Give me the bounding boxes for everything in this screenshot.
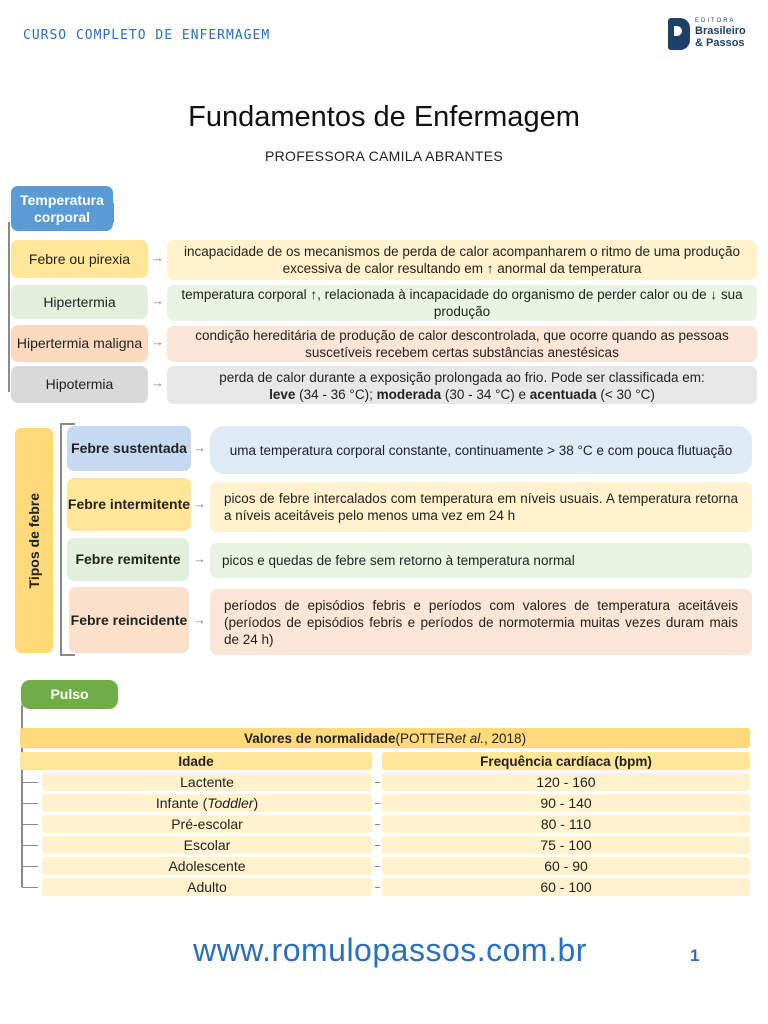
logo-label-small: EDITORA	[695, 18, 736, 24]
desc-hipotermia: perda de calor durante a exposição prolongada ao frio. Pode ser classificada em: leve (34 - 36 °C); moderada (30 - 34 °C) e acentuada (< 30 °C)	[167, 366, 757, 404]
tree-line	[22, 887, 38, 888]
table-cell-age: Adulto	[42, 878, 372, 896]
desc-febre-remitente: picos e quedas de febre sem retorno à temperatura normal	[210, 543, 752, 578]
term-febre-sustentada: Febre sustentada	[67, 426, 191, 471]
table-cell-age: Lactente	[42, 773, 372, 791]
dash	[375, 782, 380, 783]
arrow-icon: →	[151, 250, 164, 265]
term-febre-intermitente: Febre intermitente	[67, 478, 191, 531]
term-febre-reincidente: Febre reincidente	[69, 587, 189, 653]
publisher-logo	[668, 18, 748, 54]
page-title: Fundamentos de Enfermagem	[188, 101, 580, 133]
course-header: CURSO COMPLETO DE ENFERMAGEM	[23, 28, 271, 43]
table-cell-hr: 60 - 100	[382, 878, 750, 896]
dash	[375, 866, 380, 867]
tree-line	[22, 782, 38, 783]
table-title: Valores de normalidade (POTTER et al. , 2018)	[20, 728, 750, 748]
term-hipertermia-maligna: Hipertermia maligna	[11, 325, 148, 362]
arrow-icon: →	[193, 440, 206, 455]
desc-febre-intermitente: picos de febre intercalados com temperatura em níveis usuais. A temperatura retorna a níveis aceitáveis pelo menos uma vez em 24 h	[210, 482, 752, 532]
table-cell-age: Adolescente	[42, 857, 372, 875]
pulse-table-body	[20, 773, 750, 898]
tipos-heading: Tipos de febre	[15, 428, 53, 653]
arrow-icon: →	[193, 551, 206, 566]
column-header-age: Idade	[20, 752, 372, 770]
desc-febre-reincidente: períodos de episódios febris e períodos com valores de temperatura aceitáveis (períodos de episódios febris e períodos de normotermia muitas vezes duram mais de 24 h)	[210, 589, 752, 655]
table-cell-hr: 120 - 160	[382, 773, 750, 791]
table-cell-hr: 80 - 110	[382, 815, 750, 833]
table-cell-age: Infante ( Toddler )	[42, 794, 372, 812]
page-subtitle: PROFESSORA CAMILA ABRANTES	[264, 148, 504, 164]
table-cell-hr: 60 - 90	[382, 857, 750, 875]
arrow-icon: →	[193, 612, 206, 627]
tree-line	[22, 866, 38, 867]
tree-line	[22, 845, 38, 846]
arrow-icon: →	[151, 375, 164, 390]
tree-line	[60, 423, 75, 425]
footer-url[interactable]: www.romulopassos.com.br	[193, 932, 587, 968]
table-cell-hr: 75 - 100	[382, 836, 750, 854]
arrow-icon: →	[151, 293, 164, 308]
logo-mark-icon	[668, 18, 690, 50]
term-hipotermia: Hipotermia	[11, 366, 148, 403]
tree-line	[22, 824, 38, 825]
tree-line	[60, 654, 75, 656]
dash	[375, 887, 380, 888]
table-cell-age: Escolar	[42, 836, 372, 854]
table-cell-hr: 90 - 140	[382, 794, 750, 812]
table-cell-age: Pré-escolar	[42, 815, 372, 833]
column-header-heart-rate: Frequência cardíaca (bpm)	[382, 752, 750, 770]
dash	[375, 824, 380, 825]
desc-febre-pirexia: incapacidade de os mecanismos de perda de calor acompanharem o ritmo de uma produção excessiva de calor resultando em ↑ anormal da temperatura	[167, 240, 757, 280]
tree-line	[22, 803, 38, 804]
logo-label: Brasileiro & Passos	[695, 25, 746, 49]
desc-febre-sustentada: uma temperatura corporal constante, continuamente > 38 °C e com pouca flutuação	[210, 426, 752, 474]
tree-line	[8, 222, 10, 392]
term-febre-pirexia: Febre ou pirexia	[11, 240, 148, 278]
desc-hipertermia: temperatura corporal ↑, relacionada à incapacidade do organismo de perder calor ou de ↓ sua produção	[167, 285, 757, 321]
arrow-icon: →	[151, 334, 164, 349]
desc-hipertermia-maligna: condição hereditária de produção de calor descontrolada, que ocorre quando as pessoas suscetíveis recebem certas substâncias anestésicas	[167, 326, 757, 362]
arrow-icon: →	[193, 496, 206, 511]
page-number: 1	[690, 946, 700, 965]
term-febre-remitente: Febre remitente	[67, 538, 189, 581]
temperatura-heading: Temperatura corporal	[11, 186, 113, 231]
dash	[375, 803, 380, 804]
tree-line	[60, 423, 62, 655]
pulso-heading: Pulso	[21, 680, 118, 709]
dash	[375, 845, 380, 846]
term-hipertermia: Hipertermia	[11, 285, 148, 319]
